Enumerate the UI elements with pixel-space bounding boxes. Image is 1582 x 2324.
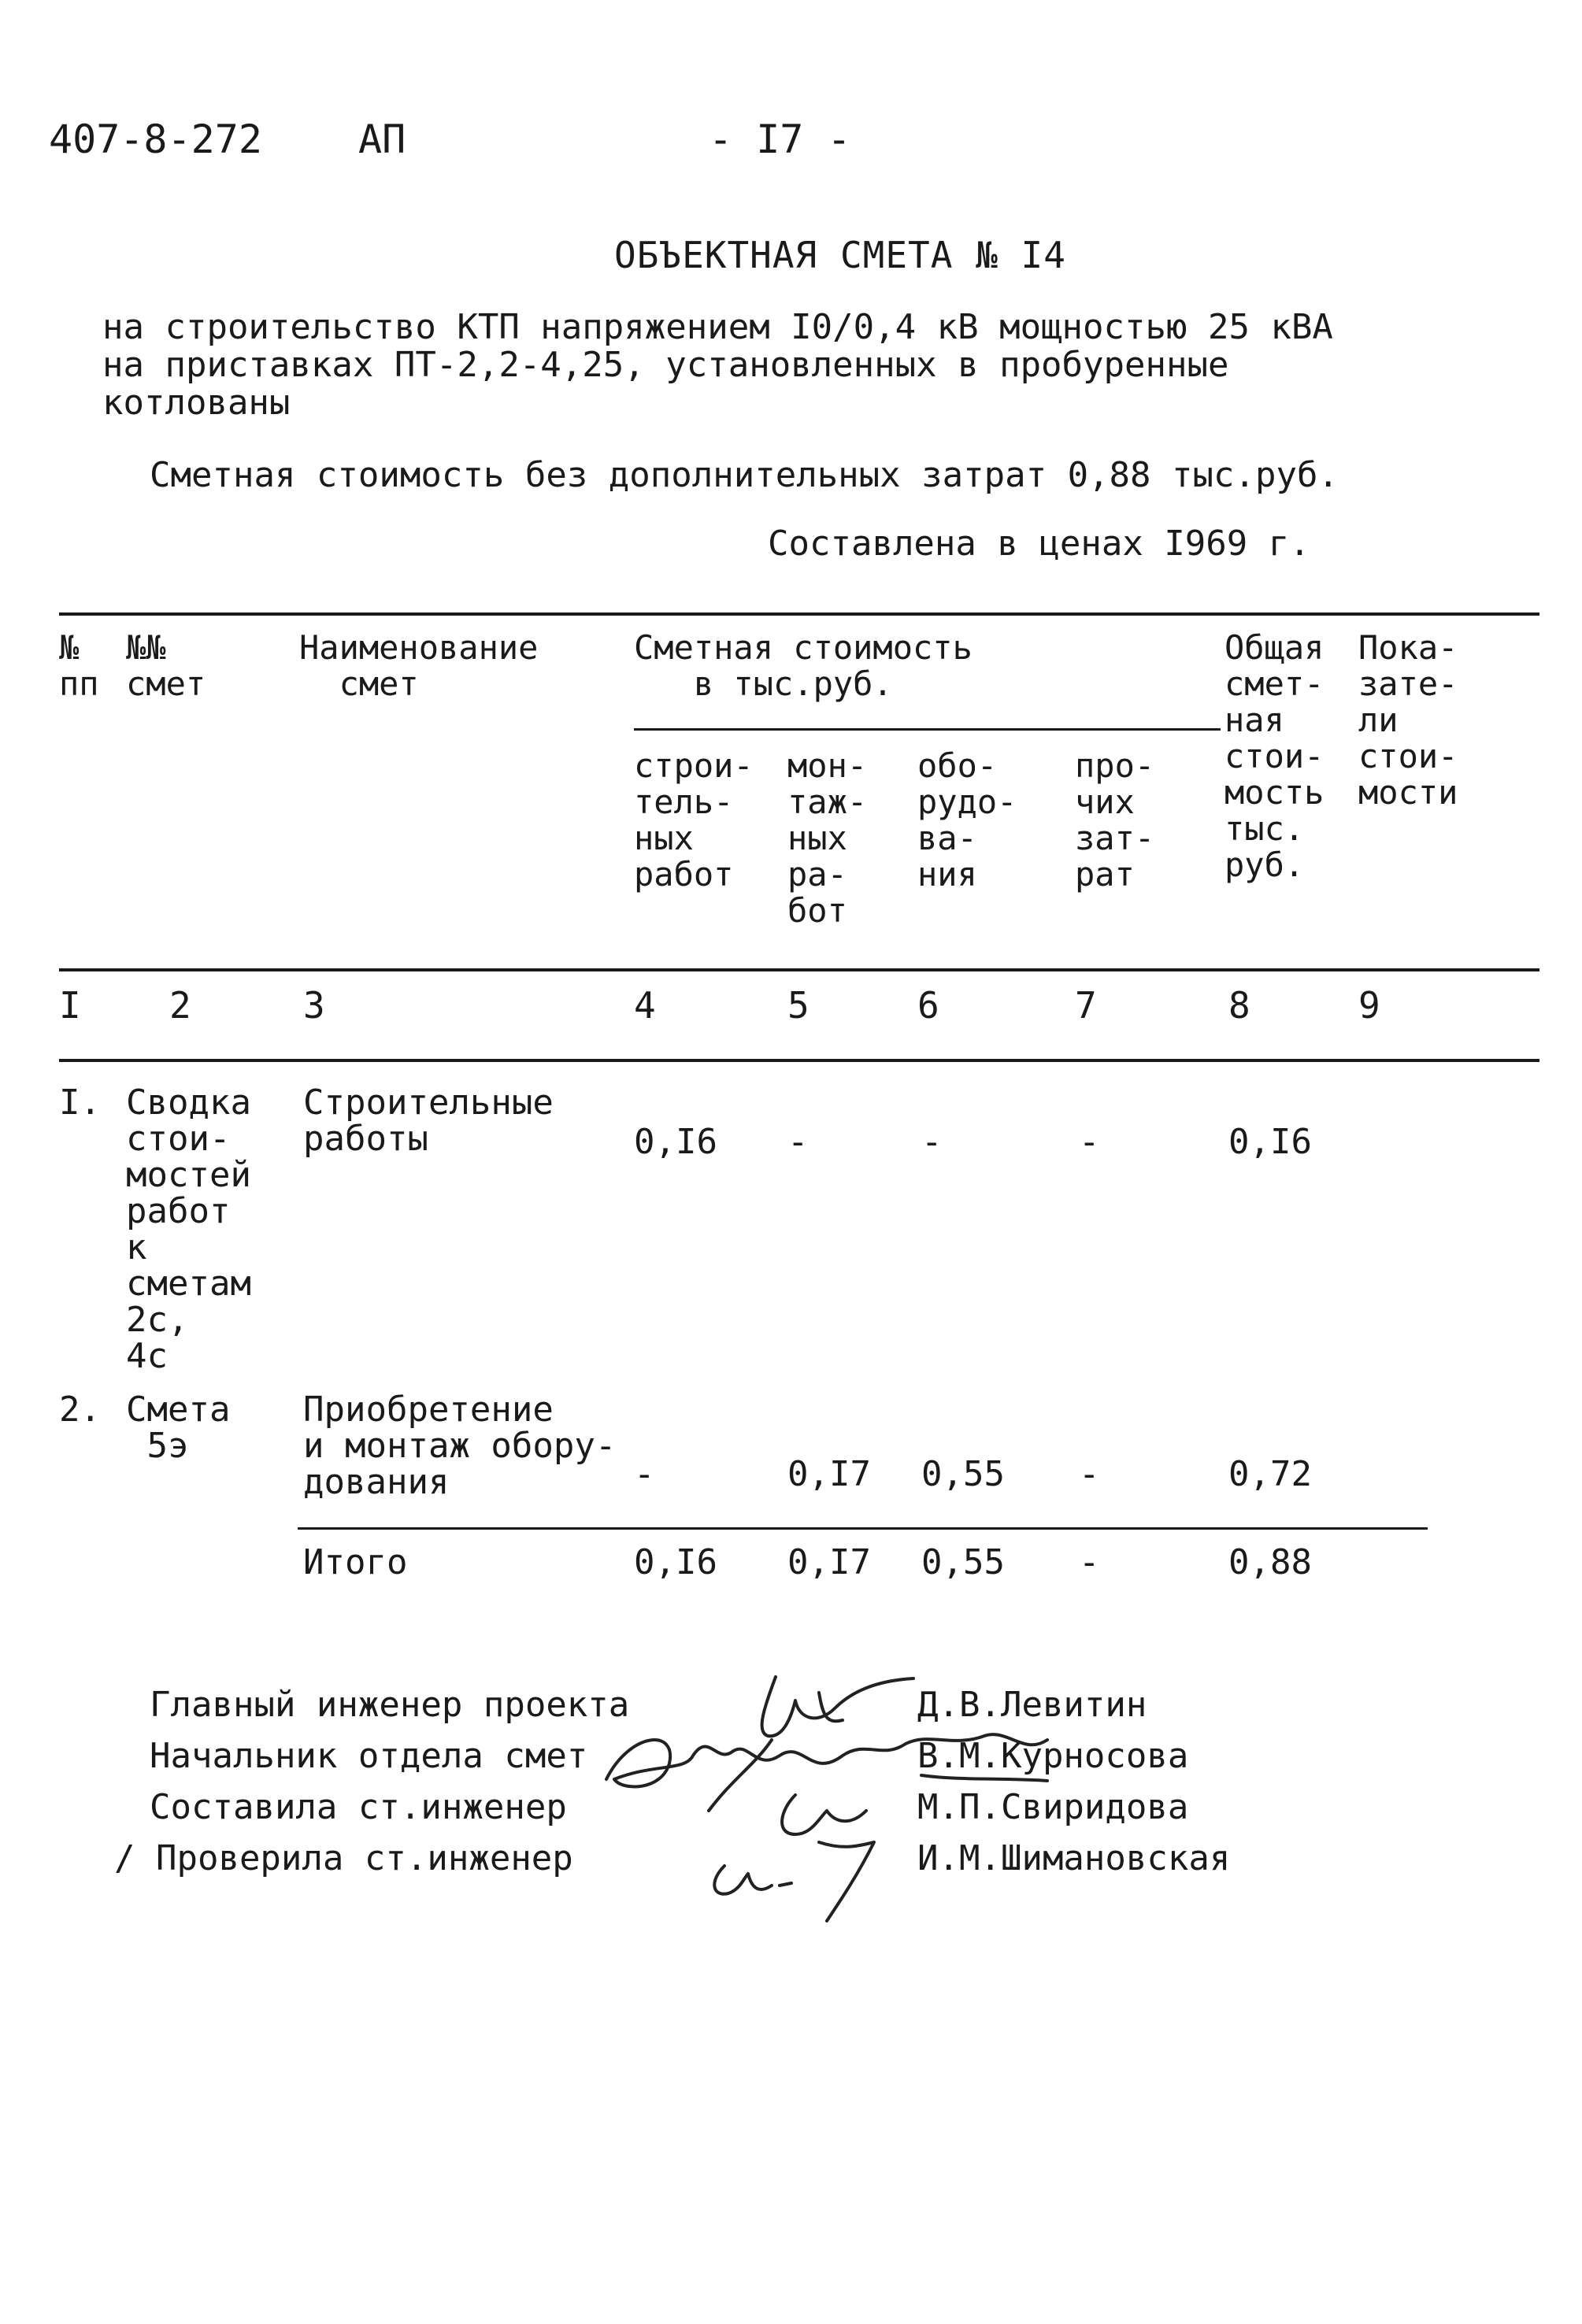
header-col-8: Общая смет- ная стои- мость тыс. руб. [1224, 628, 1325, 884]
section-code: АП [358, 117, 406, 162]
table-row-1-c8: 0,I6 [1228, 1122, 1312, 1162]
cost-line: Сметная стоимость без дополнительных затрат 0,88 тыс.руб. [150, 455, 1339, 495]
column-number-8: 8 [1228, 984, 1250, 1027]
page-number: - I7 - [709, 117, 851, 162]
column-number-9: 9 [1358, 984, 1380, 1027]
table-row-2-c5: 0,I7 [787, 1454, 871, 1494]
document-code: 407-8-272 [49, 117, 262, 162]
table-row-1-c7: - [1079, 1122, 1100, 1162]
signature-stroke-1 [762, 1677, 913, 1736]
header-col-4: строи- тель- ных работ [634, 746, 754, 894]
column-number-4: 4 [634, 984, 656, 1027]
header-col-1: № пп [59, 628, 99, 703]
subtitle-line-3: котлованы [102, 383, 291, 423]
signature-stroke-7 [714, 1866, 772, 1894]
signature-role-1: Главный инженер проекта [150, 1685, 630, 1725]
subtitle-line-1: на строительство КТП напряжением I0/0,4 кВ мощностью 25 кВА [102, 307, 1333, 347]
total-c7: - [1079, 1542, 1100, 1582]
column-number-2: 2 [169, 984, 191, 1027]
table-row-1-smeta: Сводка стои- мостей работ к сметам 2с, 4с [126, 1082, 251, 1376]
table-row-1-num: I. [59, 1082, 101, 1123]
table-row-2-c7: - [1079, 1454, 1100, 1494]
header-col-9: Пока- зате- ли стои- мости [1358, 628, 1458, 812]
total-c8: 0,88 [1228, 1542, 1312, 1582]
table-row-1-c6: - [921, 1122, 943, 1162]
header-col-6: обо- рудо- ва- ния [917, 746, 1017, 894]
table-row-2-c8: 0,72 [1228, 1454, 1312, 1494]
table-row-2-c4: - [634, 1454, 655, 1494]
table-row-1-c5: - [787, 1122, 809, 1162]
signature-role-3: Составила ст.инженер [150, 1787, 567, 1827]
column-number-7: 7 [1075, 984, 1097, 1027]
header-group: Сметная стоимость в тыс.руб. [634, 628, 973, 703]
signature-role-2: Начальник отдела смет [150, 1736, 588, 1776]
column-number-6: 6 [917, 984, 939, 1027]
table-row-2-name: Приобретение и монтаж обору- дования [303, 1390, 617, 1502]
prices-line: Составлена в ценах I969 г. [768, 524, 1310, 564]
signature-role-4: / Проверила ст.инженер [114, 1838, 573, 1878]
header-col-5: мон- таж- ных ра- бот [787, 746, 868, 930]
table-row-1-c4: 0,I6 [634, 1122, 717, 1162]
signature-name-4: И.М.Шимановская [917, 1838, 1231, 1878]
total-c4: 0,I6 [634, 1542, 717, 1582]
subtitle-line-2: на приставках ПТ-2,2-4,25, установленных в пробуренные [102, 345, 1229, 385]
table-row-2-c6: 0,55 [921, 1454, 1005, 1494]
header-col-2: №№ смет [126, 628, 206, 703]
column-number-5: 5 [787, 984, 810, 1027]
header-col-7: про- чих зат- рат [1075, 746, 1155, 894]
total-c6: 0,55 [921, 1542, 1005, 1582]
table-row-2-smeta: Смета 5э [126, 1390, 231, 1466]
signature-stroke-5 [921, 1775, 1047, 1781]
column-number-1: I [59, 984, 81, 1027]
document-title: ОБЪЕКТНАЯ СМЕТА № I4 [614, 234, 1066, 276]
signature-name-1: Д.В.Левитин [917, 1685, 1147, 1725]
total-label: Итого [303, 1542, 408, 1582]
column-number-3: 3 [303, 984, 325, 1027]
signature-stroke-6 [782, 1795, 866, 1834]
signature-name-3: М.П.Свиридова [917, 1787, 1189, 1827]
header-col-3: Наименование смет [299, 628, 539, 703]
signature-stroke-8 [780, 1883, 791, 1885]
total-c5: 0,I7 [787, 1542, 871, 1582]
signature-stroke-9 [819, 1842, 874, 1921]
signature-name-2: В.М.Курносова [917, 1736, 1189, 1776]
table-row-2-num: 2. [59, 1390, 101, 1430]
table-row-1-name: Строительные работы [303, 1082, 554, 1159]
